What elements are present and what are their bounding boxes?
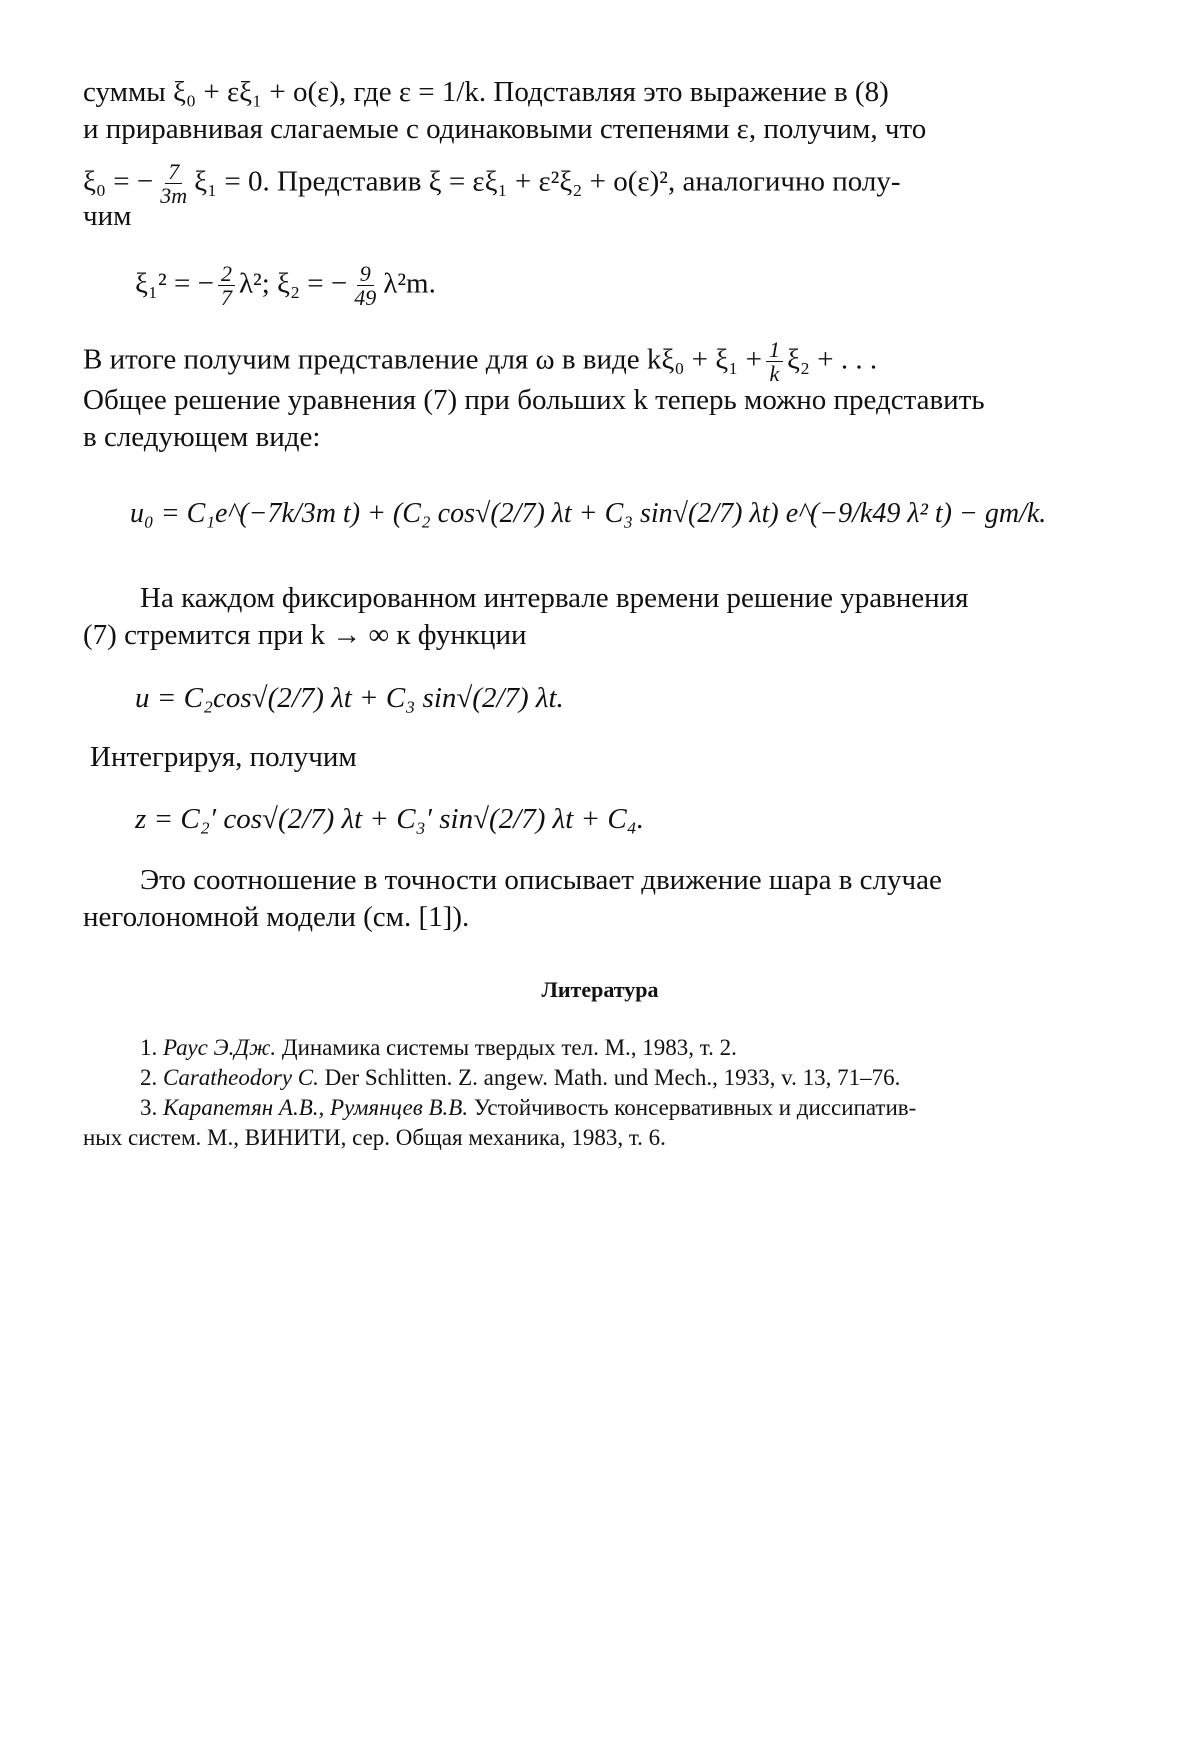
paragraph-1-line-4: чим [83, 200, 132, 232]
p2-line1-start: В итоге получим представление для ω в виде kξ₀ + ξ₁ + [83, 343, 762, 376]
equation-u0: u₀ = C₁e^(−7k/3m t) + (C₂ cos√(2/7) λt + C₃ sin√(2/7) λt) e^(−9/k49 λ² t) − gm/k. [130, 498, 1047, 529]
paragraph-1-line-3 [83, 160, 900, 207]
reference-text: Устойчивость консервативных и диссипатив- [473, 1095, 917, 1120]
reference-2 [140, 1066, 900, 1089]
fraction-9-over-49 [351, 262, 379, 309]
paragraph-1-line-2: и приравнивая слагаемые с одинаковыми степенями ε, получим, что [83, 113, 927, 145]
line-3-end: ξ₁ = 0. Представив ξ = εξ₁ + ε²ξ₂ + o(ε)², аналогично полу- [194, 165, 901, 198]
fraction-numerator: 7 [165, 160, 182, 184]
equation-u: u = C₂cos√(2/7) λt + C₃ sin√(2/7) λt. [135, 682, 564, 714]
equation-xi-part-b: λ²; ξ₂ = − [238, 267, 348, 300]
paragraph-4: Интегрируя, получим [90, 741, 357, 773]
references-heading: Литература [541, 977, 659, 1002]
paragraph-1-line-1: суммы ξ₀ + εξ₁ + o(ε), где ε = 1/k. Подставляя это выражение в (8) [83, 76, 889, 108]
fraction-denominator: k [769, 361, 780, 387]
fraction-denominator: 49 [354, 285, 377, 311]
equation-xi-part-a: ξ₁² = − [135, 267, 214, 300]
equation-z: z = C₂′ cos√(2/7) λt + C₃′ sin√(2/7) λt + C₄. [135, 803, 645, 835]
fraction-denominator: 7 [220, 285, 232, 311]
paragraph-2-line-1 [83, 338, 877, 385]
reference-number: 3. [140, 1095, 158, 1120]
fraction-2-over-7 [218, 262, 235, 309]
fraction-numerator: 9 [357, 262, 374, 286]
p2-line1-end: ξ₂ + . . . [786, 343, 878, 376]
fraction-7-over-3m [157, 160, 190, 207]
reference-author: Caratheodory C. [163, 1065, 319, 1090]
reference-text: Der Schlitten. Z. angew. Math. und Mech., 1933, v. 13, 71–76. [324, 1065, 901, 1090]
reference-1 [140, 1036, 737, 1059]
paragraph-2-line-3: в следующем виде: [83, 421, 321, 453]
paragraph-5-line-2: неголономной модели (см. [1]). [83, 901, 470, 933]
equation-xi-part-c: λ²m. [383, 267, 436, 300]
paragraph-2-line-2: Общее решение уравнения (7) при больших k теперь можно представить [83, 384, 985, 416]
reference-author: Раус Э.Дж. [163, 1035, 277, 1060]
equation-xi [135, 262, 436, 309]
reference-text: Динамика системы твердых тел. М., 1983, т. 2. [281, 1035, 737, 1060]
reference-3-continuation: ных систем. М., ВИНИТИ, сер. Общая механика, 1983, т. 6. [83, 1125, 666, 1150]
fraction-numerator: 1 [766, 338, 783, 362]
reference-number: 2. [140, 1065, 158, 1090]
paragraph-3-line-1: На каждом фиксированном интервале времени решение уравнения [140, 582, 969, 614]
fraction-denominator: 3m [160, 183, 188, 209]
line-3-start: ξ₀ = − [83, 165, 154, 198]
paragraph-3-line-2: (7) стремится при k → ∞ к функции [83, 619, 527, 651]
paragraph-5-line-1: Это соотношение в точности описывает движение шара в случае [140, 864, 942, 896]
fraction-numerator: 2 [218, 262, 235, 286]
reference-3 [140, 1096, 916, 1119]
reference-number: 1. [140, 1035, 158, 1060]
reference-author: Карапетян А.В., Румянцев В.В. [163, 1095, 469, 1120]
fraction-1-over-k [766, 338, 783, 385]
